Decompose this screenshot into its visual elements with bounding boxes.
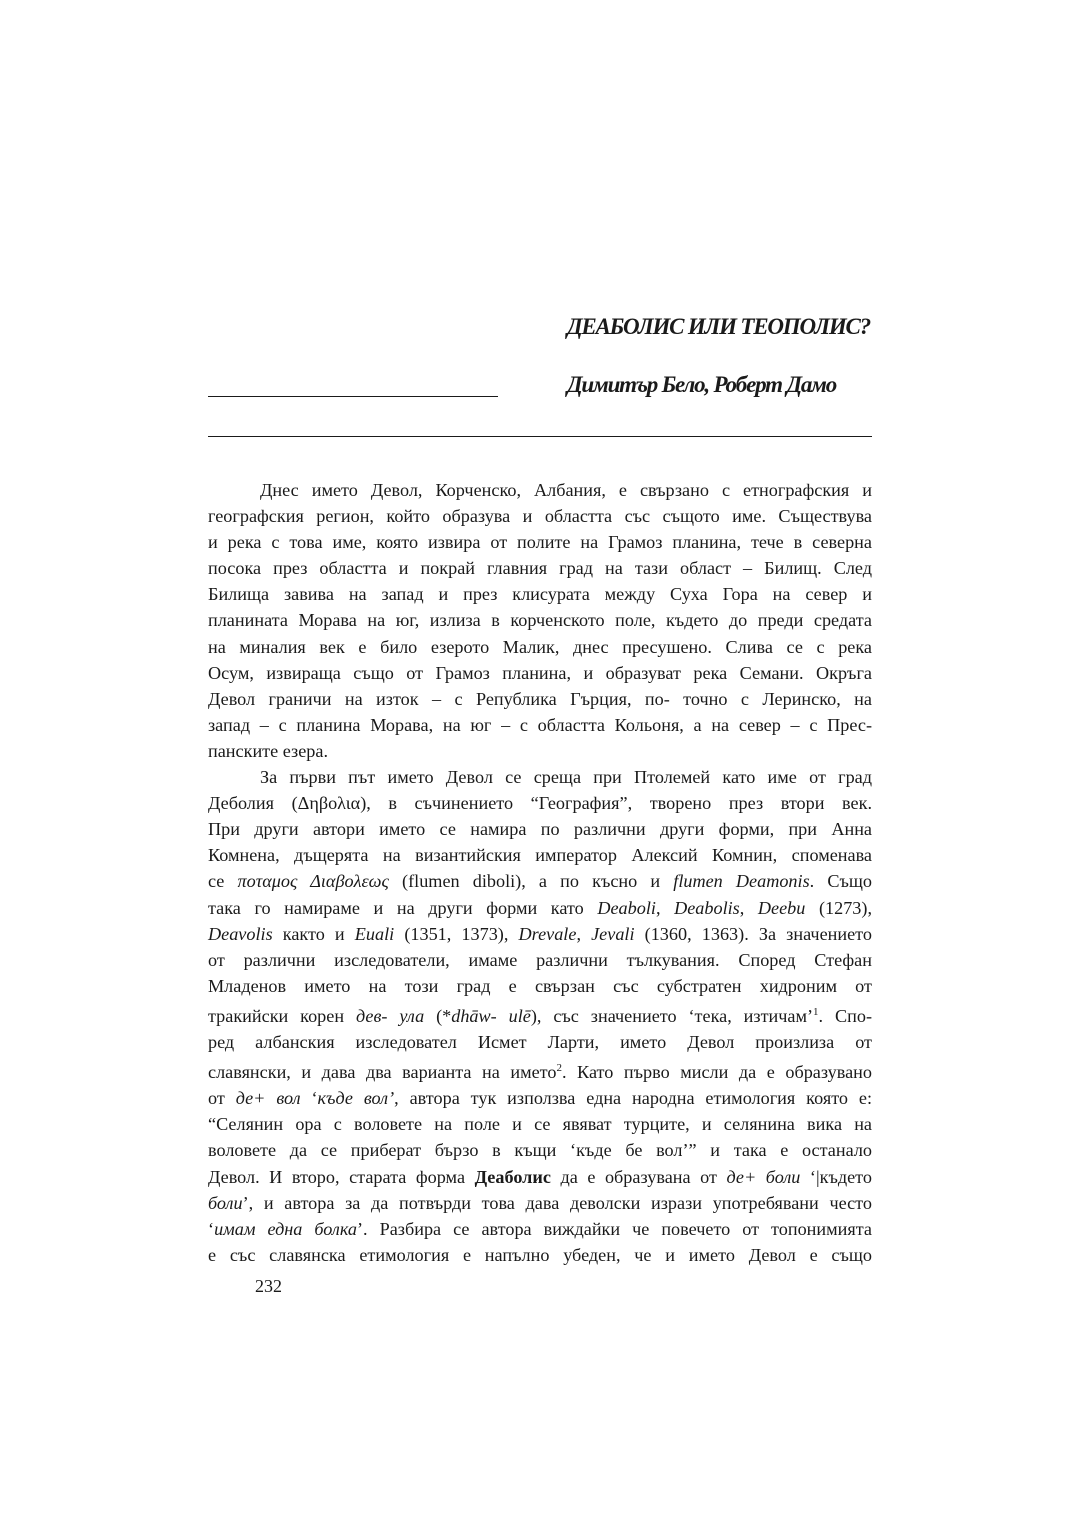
text-line: на миналия век е било езерото Малик, днес пресушено. Слива се с река [208, 636, 872, 657]
text-line: посока през областта и покрай главния град на тази област – Билищ. След [208, 558, 872, 579]
text-line: ‘имам една болка’. Разбира се автора виждайки че повечето от топонимията [208, 1218, 872, 1239]
text-line: Младенов името на този град е свързан със субстратен хидроним от [208, 975, 872, 996]
paragraph [208, 764, 872, 1268]
article-body [208, 477, 872, 1268]
text-line: географския регион, който образува и областта със същото име. Съществува [208, 506, 872, 527]
text-line: славянски, и дава два варианта на името$^2$. Като първо мисли да е образувано [208, 1062, 873, 1083]
author-rule [208, 396, 498, 397]
header-divider [208, 436, 872, 437]
text-line: Осум, извираща също от Грамоз планина, и образуват река Семани. Окръга [208, 662, 872, 683]
text-line: Деболия (Δηβολια), в съчинението “География”, творено през втори век. [208, 793, 872, 814]
text-line: воловете да се приберат бързо в къщи ‘къде бе вол’” и така е останало [208, 1140, 872, 1161]
text-line: планината Морава на юг, излиза в корченското поле, където до преди средата [208, 610, 872, 631]
text-line: Комнена, дъщерята на византийския император Алексий Комнин, споменава [208, 845, 872, 866]
text-line: от де+ вол ‘къде вол’, автора тук използва една народна етимология която е: [208, 1088, 873, 1109]
text-line: и река с това име, която извира от полите на Грамоз планина, тече в северна [208, 532, 872, 553]
text-line: Билища завива на запад и през клисурата между Суха Гора на север и [208, 584, 872, 605]
text-line: ред албанския изследовател Исмет Ларти, името Девол произлиза от [208, 1032, 872, 1053]
text-line: така го намираме и на други форми като Deaboli, Deabolis, Deebu (1273), [208, 897, 872, 918]
text-line: панските езера. [208, 740, 329, 761]
paragraph [208, 477, 872, 764]
text-line: е със славянска етимология е напълно убеден, че и името Девол е също [208, 1244, 872, 1265]
text-line: При други автори името се намира по различни други форми, при Анна [208, 819, 872, 840]
text-line: се ποταμος Διαβολεως (flumen diboli), а по късно и flumen Deamonis. Също [208, 871, 872, 892]
text-line: Девол. И второ, старата форма Деаболис да е образувана от де+ боли ‘|където [208, 1166, 872, 1187]
author-row [208, 372, 872, 402]
text-line: Девол граничи на изток – с Република Гърция, по- точно с Леринско, на [208, 688, 872, 709]
page-number: 232 [255, 1276, 282, 1296]
text-line: “Селянин ора с воловете на поле и се явяват турците, и селянина вика на [208, 1114, 872, 1135]
article-authors: Димитър Бело, Роберт Дамо [566, 372, 836, 397]
text-line: Deavolis както и Euali (1351, 1373), Drevale, Jevali (1360, 1363). За значението [208, 923, 872, 944]
text-line: За първи път името Девол се среща при Птолемей като име от град [260, 767, 872, 788]
text-line: запад – с планина Морава, на юг – с областта Кольоня, а на север – с Прес- [208, 714, 872, 735]
text-line: от различни изследователи, имаме различни тълкувания. Според Стефан [208, 949, 872, 970]
text-line: тракийски корен дев- ула (*dhāw- ulē), със значението ‘тека, изтичам’$^1$. Спо- [208, 1005, 873, 1026]
text-line: Днес името Девол, Корченско, Албания, е свързано с етнографския и [260, 480, 872, 500]
article-title: ДЕАБОЛИС ИЛИ ТЕОПОЛИС? [566, 314, 870, 339]
text-line: боли’, и автора за да потвърди това дава деволски изрази употребявани често [208, 1192, 872, 1213]
